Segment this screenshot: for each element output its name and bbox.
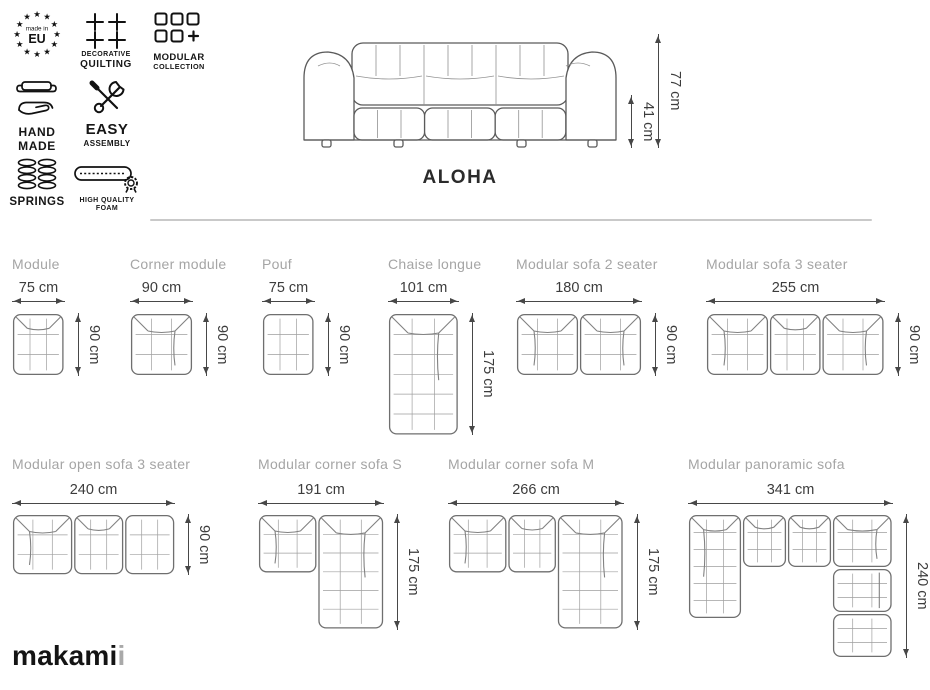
- height-dimension-value: 90 cm: [196, 524, 212, 565]
- eu-text: EU: [28, 32, 46, 46]
- width-arrow: [130, 301, 193, 302]
- total-height-arrow: [658, 34, 659, 148]
- width-dimension-value: 101 cm: [399, 280, 448, 296]
- sofa-front-view-illustration: [296, 26, 624, 162]
- diagram-card-panoramic: [688, 456, 930, 662]
- springs-icon: [16, 158, 58, 192]
- section-divider: [150, 219, 872, 221]
- sofa-top-view-drawing: [706, 313, 887, 383]
- badge-label: HAND: [18, 125, 56, 139]
- height-arrow: [472, 313, 473, 435]
- height-dimension-value: 90 cm: [663, 324, 679, 365]
- width-arrow: [262, 301, 315, 302]
- diagram-label: Pouf: [262, 256, 292, 272]
- diagram-label: Modular corner sofa S: [258, 456, 403, 472]
- diagram-card-cornerS: [258, 456, 429, 634]
- badge-label: SPRINGS: [9, 196, 65, 208]
- sofa-top-view-drawing: [448, 514, 626, 637]
- width-dimension-value: 75 cm: [268, 280, 309, 296]
- width-arrow: [258, 503, 384, 504]
- hand-made-badge: [6, 80, 68, 153]
- width-dimension-value: 341 cm: [766, 482, 815, 498]
- height-arrow: [188, 514, 189, 575]
- hand-made-icon: [15, 80, 59, 118]
- sofa-top-view-drawing: [516, 313, 644, 383]
- width-dimension-value: 75 cm: [18, 280, 59, 296]
- height-arrow: [655, 313, 656, 376]
- width-arrow: [688, 503, 893, 504]
- badge-label: MADE: [18, 139, 56, 154]
- diagram-card-sofa3: [706, 256, 929, 380]
- sofa-top-view-drawing: [262, 313, 317, 383]
- svg-text:★: ★: [23, 47, 31, 58]
- springs-badge: [6, 158, 68, 210]
- width-arrow: [12, 503, 175, 504]
- height-arrow: [78, 313, 79, 376]
- svg-text:★: ★: [15, 20, 24, 30]
- height-dimension-value: 90 cm: [336, 324, 352, 365]
- height-arrow: [328, 313, 329, 376]
- height-dimension-value: 90 cm: [214, 324, 230, 365]
- diagram-label: Modular corner sofa M: [448, 456, 595, 472]
- height-dimension-value: 240 cm: [914, 562, 930, 610]
- diagram-label: Chaise longue: [388, 256, 482, 272]
- diagram-label: Corner module: [130, 256, 227, 272]
- decorative-quilting-badge: [74, 11, 138, 71]
- made-in-eu-badge: [6, 7, 68, 61]
- sofa-top-view-drawing: [388, 313, 461, 443]
- product-title: ALOHA: [422, 167, 498, 188]
- diagram-label: Modular open sofa 3 seater: [12, 456, 191, 472]
- height-arrow: [397, 514, 398, 630]
- sofa-top-view-drawing: [12, 514, 178, 583]
- width-dimension-value: 266 cm: [512, 482, 560, 498]
- quilting-icon: [83, 11, 129, 51]
- svg-text:★: ★: [33, 50, 41, 60]
- modular-collection-badge: [146, 12, 212, 72]
- width-arrow: [706, 301, 885, 302]
- svg-text:★: ★: [13, 30, 21, 40]
- easy-assembly-icon: [87, 78, 127, 118]
- height-dimension-value: 175 cm: [480, 350, 496, 398]
- width-dimension-value: 191 cm: [297, 482, 345, 498]
- made-in-text: made in: [25, 25, 49, 33]
- badge-label: FOAM: [95, 205, 119, 213]
- diagram-card-sofa2: [516, 256, 686, 380]
- width-dimension-value: 240 cm: [69, 482, 118, 498]
- diagram-card-module: [12, 256, 109, 380]
- width-arrow: [12, 301, 65, 302]
- height-dimension-value: 90 cm: [906, 324, 922, 365]
- high-quality-foam-badge: [68, 164, 146, 214]
- total-height-value: 77 cm: [667, 71, 683, 111]
- svg-text:★: ★: [53, 30, 61, 40]
- svg-text:★: ★: [43, 12, 51, 23]
- width-dimension-value: 255 cm: [771, 280, 820, 296]
- height-arrow: [637, 514, 638, 630]
- badge-label: COLLECTION: [153, 62, 205, 72]
- svg-text:★: ★: [23, 12, 31, 23]
- svg-text:★: ★: [33, 10, 41, 20]
- seat-height-arrow: [631, 95, 632, 148]
- sofa-top-view-drawing: [258, 514, 387, 637]
- brand-logo-accent: i: [117, 640, 126, 671]
- badge-label: EASY: [85, 121, 129, 138]
- diagram-label: Modular panoramic sofa: [688, 456, 845, 472]
- height-arrow: [206, 313, 207, 376]
- width-dimension-value: 180 cm: [555, 280, 603, 296]
- width-dimension-value: 90 cm: [141, 280, 182, 296]
- diagram-card-corner: [130, 256, 237, 380]
- sofa-top-view-drawing: [130, 313, 195, 383]
- diagram-label: Module: [12, 256, 60, 272]
- badge-label: MODULAR: [153, 52, 205, 63]
- sofa-top-view-drawing: [688, 514, 895, 665]
- svg-text:★: ★: [43, 47, 51, 58]
- svg-text:★: ★: [50, 20, 59, 30]
- diagram-card-cornerM: [448, 456, 668, 634]
- eu-stars-icon: [8, 7, 66, 61]
- diagram-label: Modular sofa 2 seater: [516, 256, 658, 272]
- svg-text:★: ★: [50, 40, 59, 50]
- seat-height-value: 41 cm: [640, 101, 656, 142]
- diagram-card-pouf: [262, 256, 359, 380]
- diagram-card-open3: [12, 456, 220, 580]
- width-arrow: [448, 503, 624, 504]
- brand-logo: [12, 640, 125, 672]
- width-arrow: [516, 301, 642, 302]
- easy-assembly-badge: [72, 78, 142, 148]
- badge-label: HIGH QUALITY: [79, 197, 135, 204]
- height-dimension-value: 90 cm: [86, 324, 102, 365]
- height-arrow: [898, 313, 899, 376]
- width-arrow: [388, 301, 459, 302]
- svg-text:★: ★: [15, 40, 24, 50]
- modular-collection-icon: [154, 12, 204, 46]
- badge-label: QUILTING: [80, 59, 132, 71]
- foam-icon: [72, 164, 142, 194]
- badge-label: DECORATIVE: [81, 51, 131, 58]
- brand-logo-text: makami: [12, 640, 118, 671]
- badge-label: ASSEMBLY: [83, 138, 131, 148]
- diagram-label: Modular sofa 3 seater: [706, 256, 848, 272]
- height-arrow: [906, 514, 907, 658]
- sofa-top-view-drawing: [12, 313, 67, 383]
- diagram-card-chaise: [388, 256, 503, 440]
- height-dimension-value: 175 cm: [405, 548, 421, 596]
- height-dimension-value: 175 cm: [645, 548, 661, 596]
